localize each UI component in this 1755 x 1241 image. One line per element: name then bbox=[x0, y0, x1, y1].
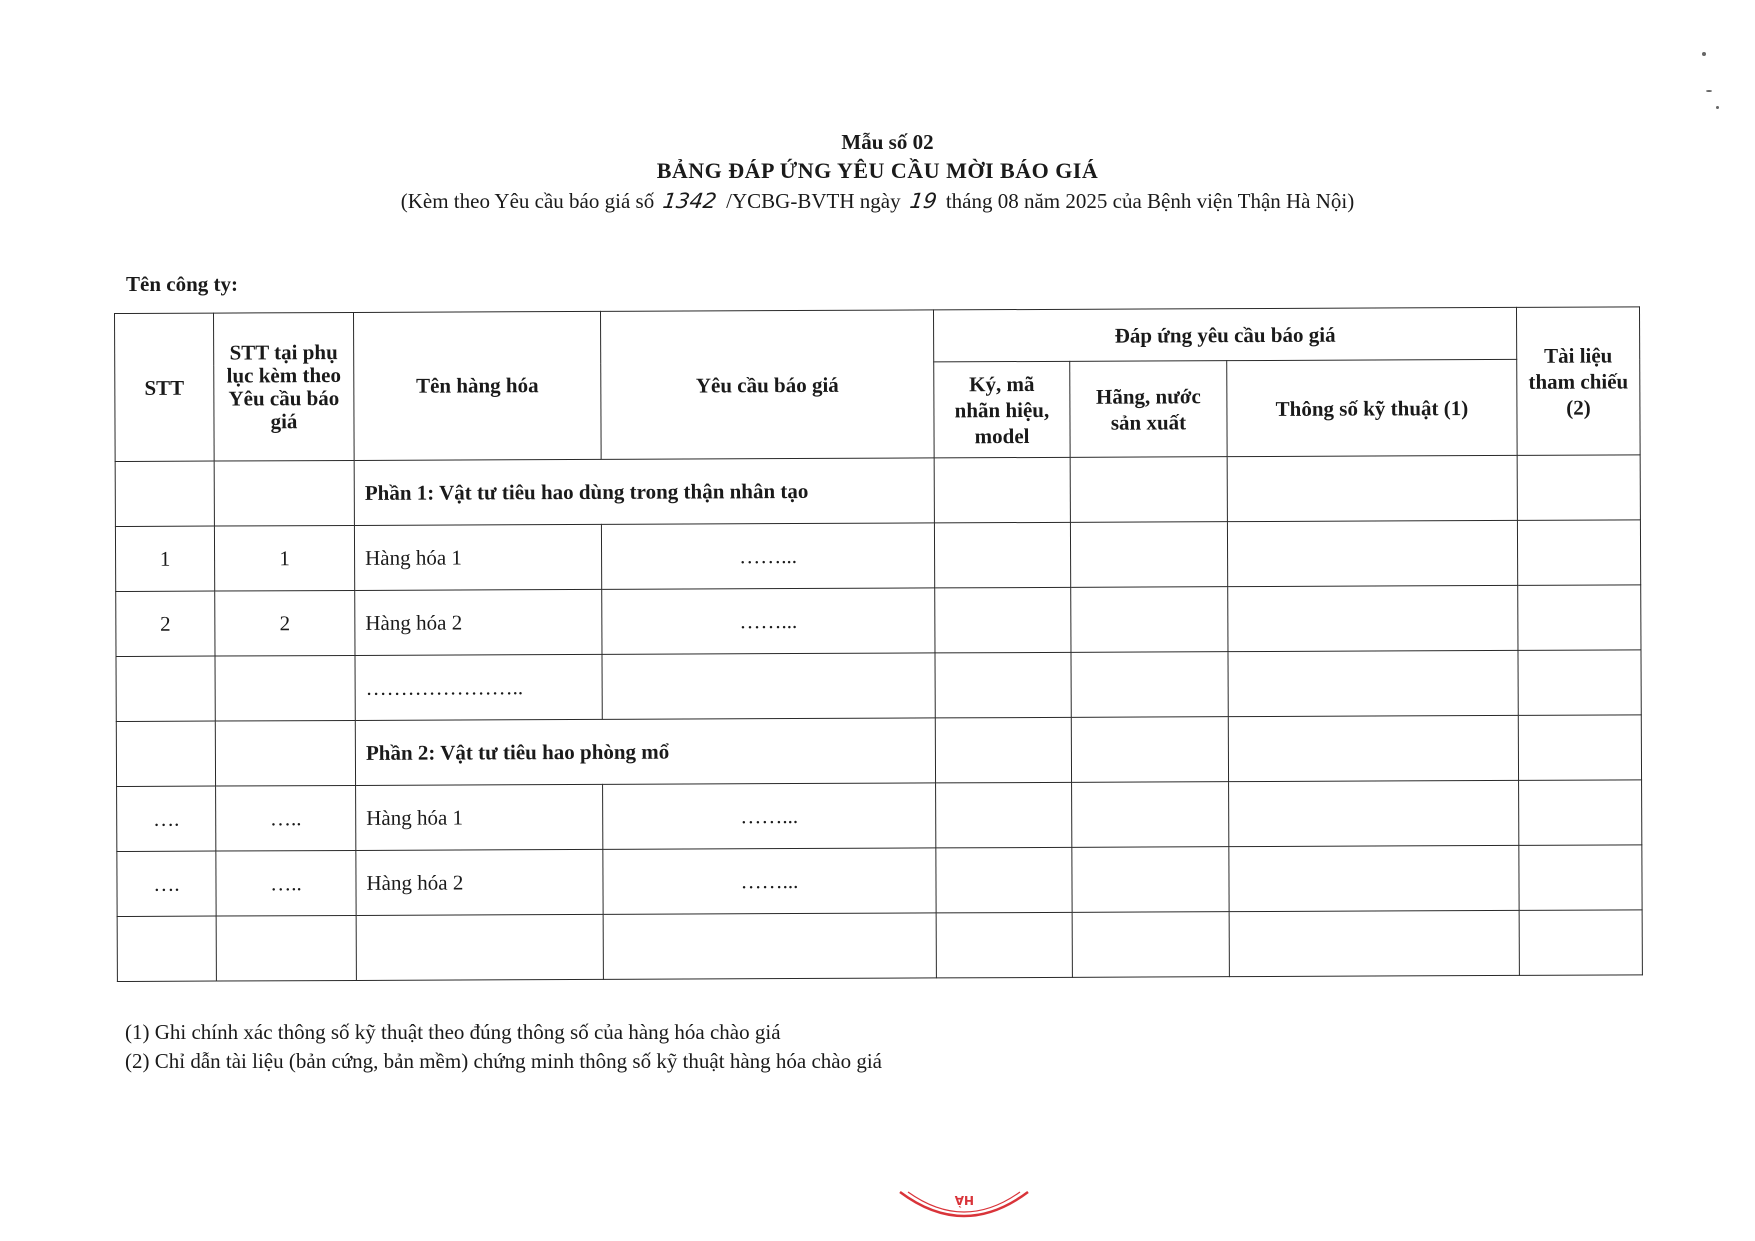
quotation-response-table bbox=[114, 306, 1643, 982]
cell-goods-name: Hàng hóa 1 bbox=[356, 784, 603, 850]
subtitle-text-2: /YCBG-BVTH ngày bbox=[726, 189, 901, 213]
table-row bbox=[117, 780, 1642, 852]
header-quote-response: Đáp ứng yêu cầu báo giá bbox=[933, 307, 1516, 362]
scan-speck bbox=[1702, 52, 1706, 56]
cell-requirement: ……... bbox=[602, 588, 935, 654]
company-name-label: Tên công ty: bbox=[126, 272, 238, 296]
part-1-row bbox=[115, 455, 1640, 527]
part-2-row bbox=[116, 715, 1641, 787]
cell-stt: 1 bbox=[115, 526, 214, 591]
svg-text:HÀ: HÀ bbox=[954, 1193, 974, 1207]
cell-appendix-stt: 1 bbox=[214, 525, 354, 591]
table-row bbox=[116, 585, 1641, 657]
cell-requirement: ……... bbox=[603, 848, 936, 914]
part-2-title: Phần 2: Vật tư tiêu hao phòng mổ bbox=[355, 718, 935, 786]
document-header bbox=[0, 128, 1755, 216]
header-quote-requirement: Yêu cầu báo giá bbox=[600, 310, 934, 459]
footnotes bbox=[125, 1018, 882, 1076]
cell-stt: …. bbox=[117, 786, 216, 851]
header-goods-name: Tên hàng hóa bbox=[353, 311, 601, 460]
header-stt-appendix: STT tại phụ lục kèm theo Yêu cầu báo giá bbox=[214, 312, 355, 461]
header-brand-model: Ký, mã nhãn hiệu, model bbox=[934, 361, 1070, 458]
cell-stt: …. bbox=[117, 851, 216, 916]
cell-requirement: ……... bbox=[603, 783, 936, 849]
cell-appendix-stt: 2 bbox=[215, 590, 355, 656]
cell-goods-name: Hàng hóa 1 bbox=[354, 524, 601, 590]
part-1-title: Phần 1: Vật tư tiêu hao dùng trong thận nhân tạo bbox=[354, 458, 934, 526]
cell-appendix-stt: ….. bbox=[216, 850, 356, 916]
subtitle-text-3: tháng 08 năm 2025 của Bệnh viện Thận Hà Nội) bbox=[945, 189, 1355, 213]
document-title: BẢNG ĐÁP ỨNG YÊU CẦU MỜI BÁO GIÁ bbox=[656, 158, 1099, 183]
cell-goods-name-ellipsis: ………………….. bbox=[355, 654, 602, 720]
footnote-1: (1) Ghi chính xác thông số kỹ thuật theo đúng thông số của hàng hóa chào giá bbox=[125, 1020, 781, 1044]
cell-stt: 2 bbox=[116, 591, 215, 656]
cell-appendix-stt: ….. bbox=[216, 785, 356, 851]
header-technical-specs: Thông số kỹ thuật (1) bbox=[1227, 359, 1517, 456]
cell-requirement: ……... bbox=[601, 523, 934, 589]
subtitle-text-1: (Kèm theo Yêu cầu báo giá số bbox=[400, 189, 655, 213]
form-number: Mẫu số 02 bbox=[841, 130, 934, 154]
table-row bbox=[115, 520, 1640, 592]
document-subtitle bbox=[0, 186, 1755, 216]
header-stt: STT bbox=[115, 313, 215, 461]
cell-goods-name: Hàng hóa 2 bbox=[356, 849, 603, 915]
handwritten-request-number: 1342 bbox=[661, 189, 719, 213]
footnote-2: (2) Chỉ dẫn tài liệu (bản cứng, bản mềm) chứng minh thông số kỹ thuật hàng hóa chào giá bbox=[125, 1049, 883, 1073]
header-reference-docs: Tài liệu tham chiếu (2) bbox=[1517, 307, 1641, 456]
red-stamp-fragment bbox=[896, 1188, 1032, 1228]
handwritten-day: 19 bbox=[908, 189, 939, 213]
table-row-empty bbox=[117, 910, 1642, 982]
scan-speck bbox=[1706, 90, 1712, 92]
cell-goods-name: Hàng hóa 2 bbox=[355, 589, 602, 655]
header-manufacturer: Hãng, nước sản xuất bbox=[1070, 361, 1227, 458]
table-row bbox=[117, 845, 1642, 917]
scan-speck bbox=[1716, 106, 1719, 109]
table-row bbox=[116, 650, 1641, 722]
